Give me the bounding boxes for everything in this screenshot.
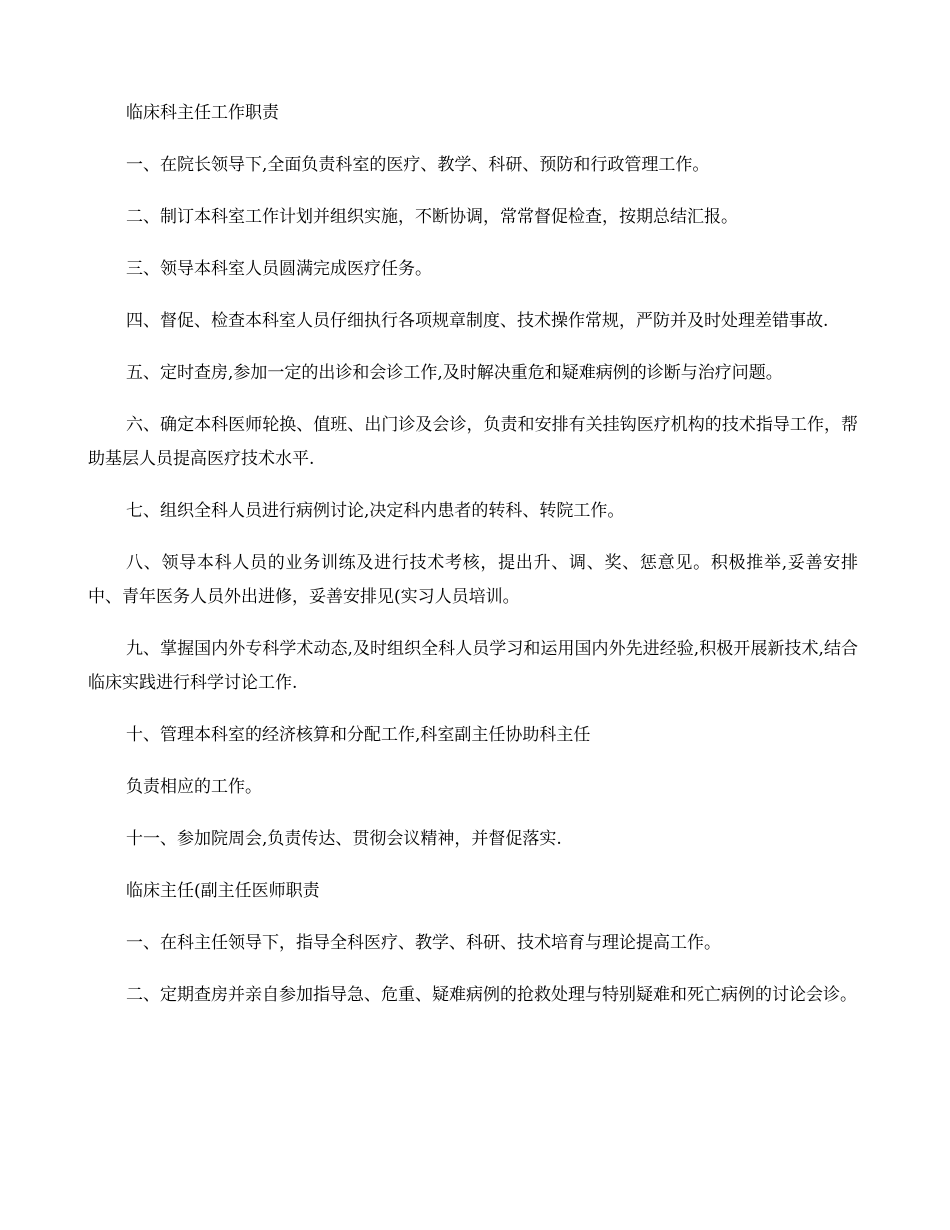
duty-paragraph: 九、掌握国内外专科学术动态,及时组织全科人员学习和运用国内外先进经验,积极开展新技术,结合临床实践进行科学讨论工作.	[88, 639, 858, 693]
section-title-department-director: 临床科主任工作职责	[126, 103, 279, 123]
duty-paragraph: 一、在院长领导下,全面负责科室的医疗、教学、科研、预防和行政管理工作。	[126, 155, 710, 175]
section-title-chief-physician: 临床主任(副主任医师职责	[126, 881, 320, 901]
duty-paragraph: 十一、参加院周会,负责传达、贯彻会议精神，并督促落实.	[126, 829, 562, 849]
duty-paragraph: 四、督促、检查本科室人员仔细执行各项规章制度、技术操作常规，严防并及时处理差错事故.	[126, 311, 829, 331]
duty-paragraph: 二、定期查房并亲自参加指导急、危重、疑难病例的抢救处理与特别疑难和死亡病例的讨论会诊。	[126, 985, 857, 1005]
duty-paragraph: 三、领导本科室人员圆满完成医疗任务。	[126, 259, 432, 279]
duty-paragraph: 八、领导本科人员的业务训练及进行技术考核，提出升、调、奖、惩意见。积极推举,妥善安排中、青年医务人员外出进修，妥善安排见(实习人员培训。	[88, 553, 858, 607]
duty-paragraph: 六、确定本科医师轮换、值班、出门诊及会诊，负责和安排有关挂钩医疗机构的技术指导工作，帮助基层人员提高医疗技术水平.	[88, 415, 858, 469]
duty-paragraph: 七、组织全科人员进行病例讨论,决定科内患者的转科、转院工作。	[126, 501, 625, 521]
duty-paragraph: 十、管理本科室的经济核算和分配工作,科室副主任协助科主任	[126, 725, 591, 745]
document-body	[88, 96, 858, 1030]
duty-paragraph: 一、在科主任领导下，指导全科医疗、教学、科研、技术培育与理论提高工作。	[126, 933, 721, 953]
duty-paragraph: 负责相应的工作。	[126, 777, 262, 797]
duty-paragraph: 二、制订本科室工作计划并组织实施，不断协调，常常督促检查，按期总结汇报。	[126, 207, 738, 227]
duty-paragraph: 五、定时查房,参加一定的出诊和会诊工作,及时解决重危和疑难病例的诊断与治疗问题。	[126, 363, 783, 383]
